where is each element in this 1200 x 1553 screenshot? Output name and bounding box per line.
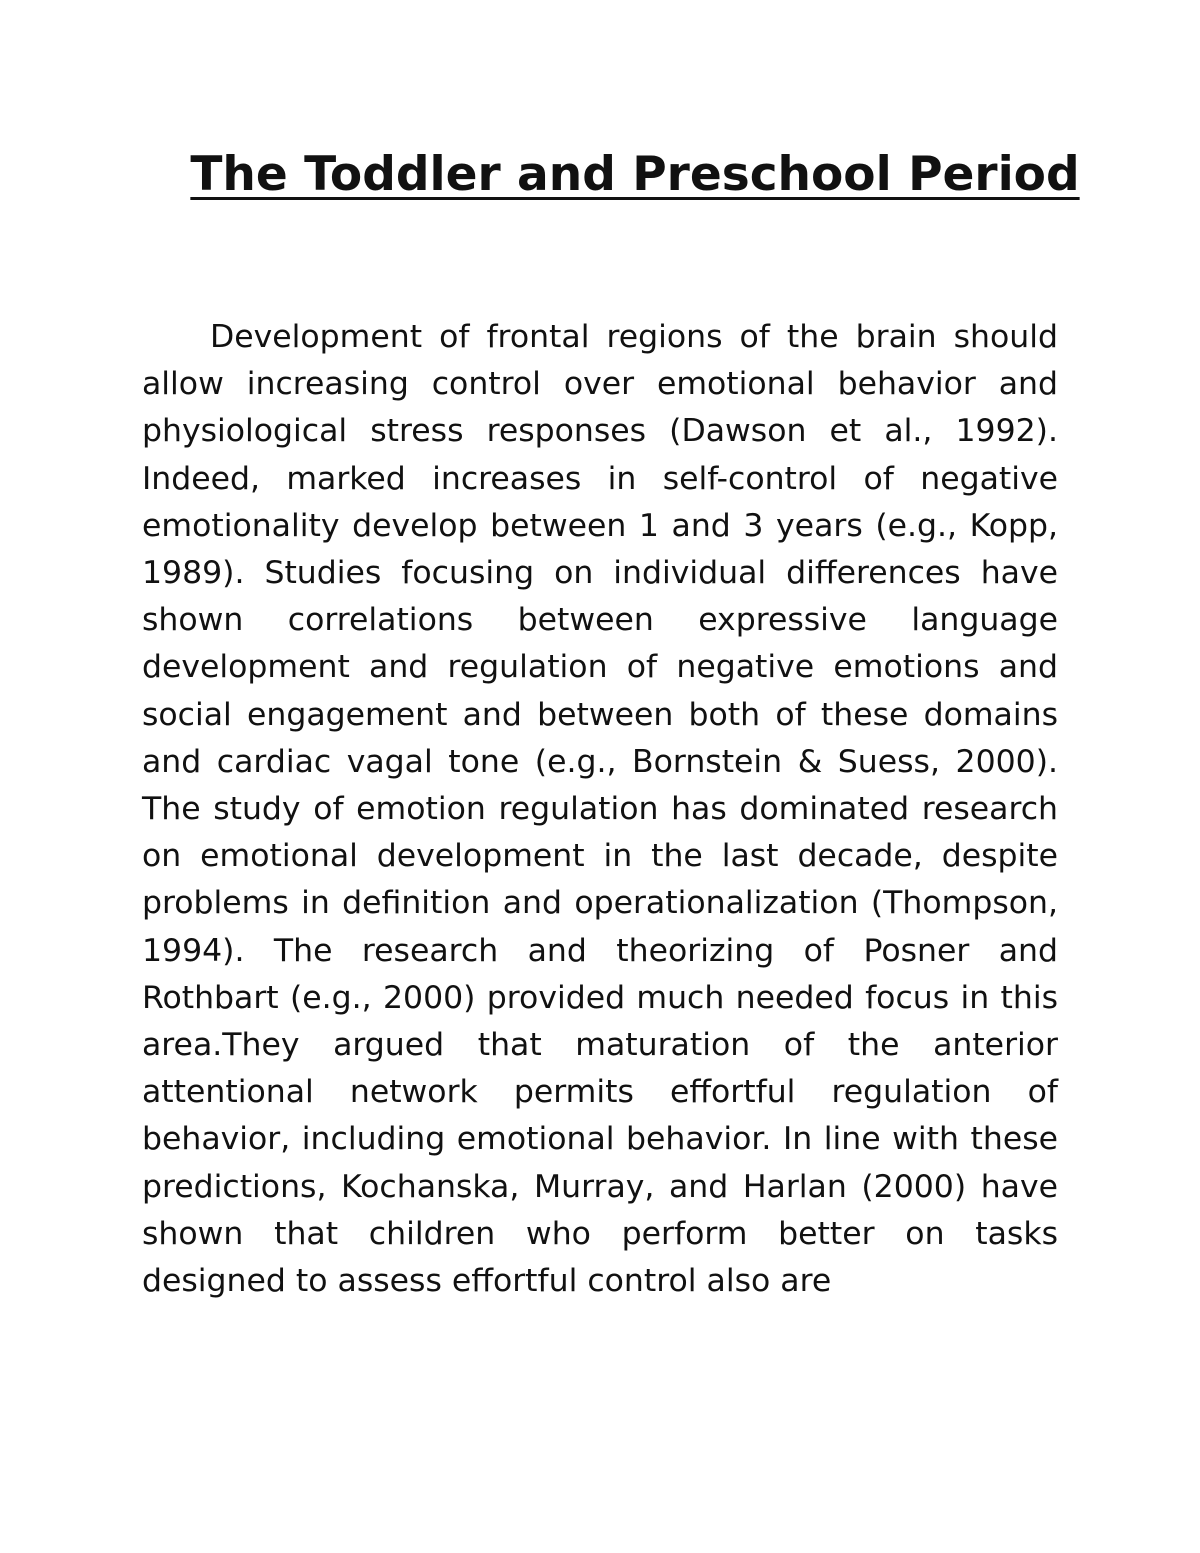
body-paragraph: Development of frontal regions of the brain should allow increasing control over emotional behavior and physiological stress responses (Dawson et al., 1992). Indeed, marked increases in self-control of negative emotionality develop between 1 and 3 years (e.g., Kopp, 1989). Studies focusing on individual differences have shown correlations between expressive language development and regulation of negative emotions and social engagement and between both of these domains and cardiac vagal tone (e.g., Bornstein & Suess, 2000). The study of emotion regulation has dominated research on emotional development in the last decade, despite problems in definition and operationalization (Thompson, 1994). The research and theorizing of Posner and Rothbart (e.g., 2000) provided much needed focus in this area.They argued that maturation of the anterior attentional network permits effortful regulation of behavior, including emotional behavior. In line with these predictions, Kochanska, Murray, and Harlan (2000) have shown that children who perform better on tasks designed to assess effortful control also are <box>142 319 1058 1300</box>
document-title: The Toddler and Preschool Period <box>190 147 1080 202</box>
